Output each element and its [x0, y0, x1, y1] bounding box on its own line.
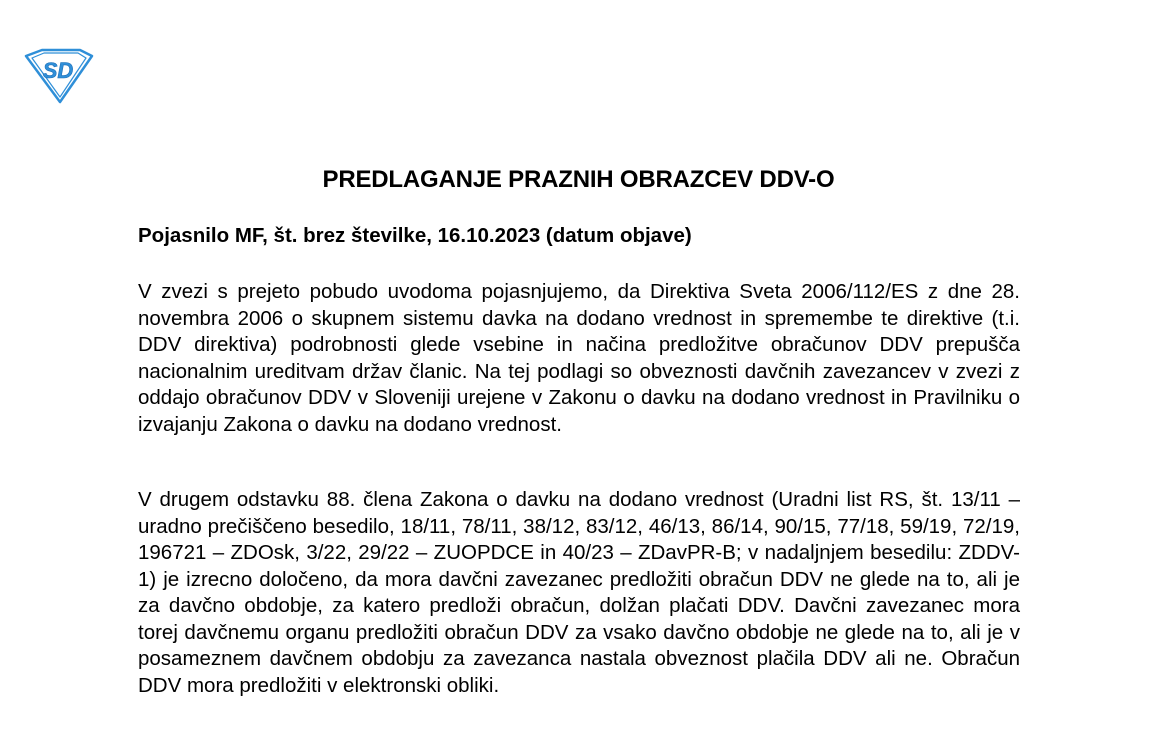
sd-shield-logo-icon — [22, 48, 96, 104]
svg-text:SD: SD — [42, 58, 74, 83]
paragraph-2: V drugem odstavku 88. člena Zakona o davku na dodano vrednost (Uradni list RS, št. 13/11 – uradno prečiščeno besedilo, 18/11, 78/11, 38/12, 83/12, 46/13, 86/14, 90/15, 77/18, 59/19, 72/19, 196721 – ZDOsk, 3/22, 29/22 – ZUOPDCE in 40/23 – ZDavPR-B; v nadaljnjem besedilu: ZDDV-1) je izrecno določeno, da mora davčni zavezanec predložiti obračun DDV ne glede na to, ali je za davčno obdobje, za katero predloži obračun, dolžan plačati DDV. Davčni zavezanec mora torej davčnemu organu predložiti obračun DDV za vsako davčno obdobje ne glede na to, ali je v posameznem davčnem obdobju za zavezanca nastala obveznost plačila DDV ali ne. Obračun DDV mora predložiti v elektronski obliki. — [138, 488, 1020, 697]
document-subtitle: Pojasnilo MF, št. brez številke, 16.10.2023 (datum objave) — [138, 224, 692, 247]
paragraph-1: V zvezi s prejeto pobudo uvodoma pojasnjujemo, da Direktiva Sveta 2006/112/ES z dne 28. novembra 2006 o skupnem sistemu davka na dodano vrednost in spremembe te direktive (t.i. DDV direktiva) podrobnosti glede vsebine in načina predložitve obračunov DDV prepušča nacionalnim ureditvam držav članic. Na tej podlagi so obveznosti davčnih zavezancev v zvezi z oddajo obračunov DDV v Sloveniji urejene v Zakonu o davku na dodano vrednost in Pravilniku o izvajanju Zakona o davku na dodano vrednost. — [138, 280, 1020, 436]
document-title: PREDLAGANJE PRAZNIH OBRAZCEV DDV-O — [322, 166, 835, 193]
